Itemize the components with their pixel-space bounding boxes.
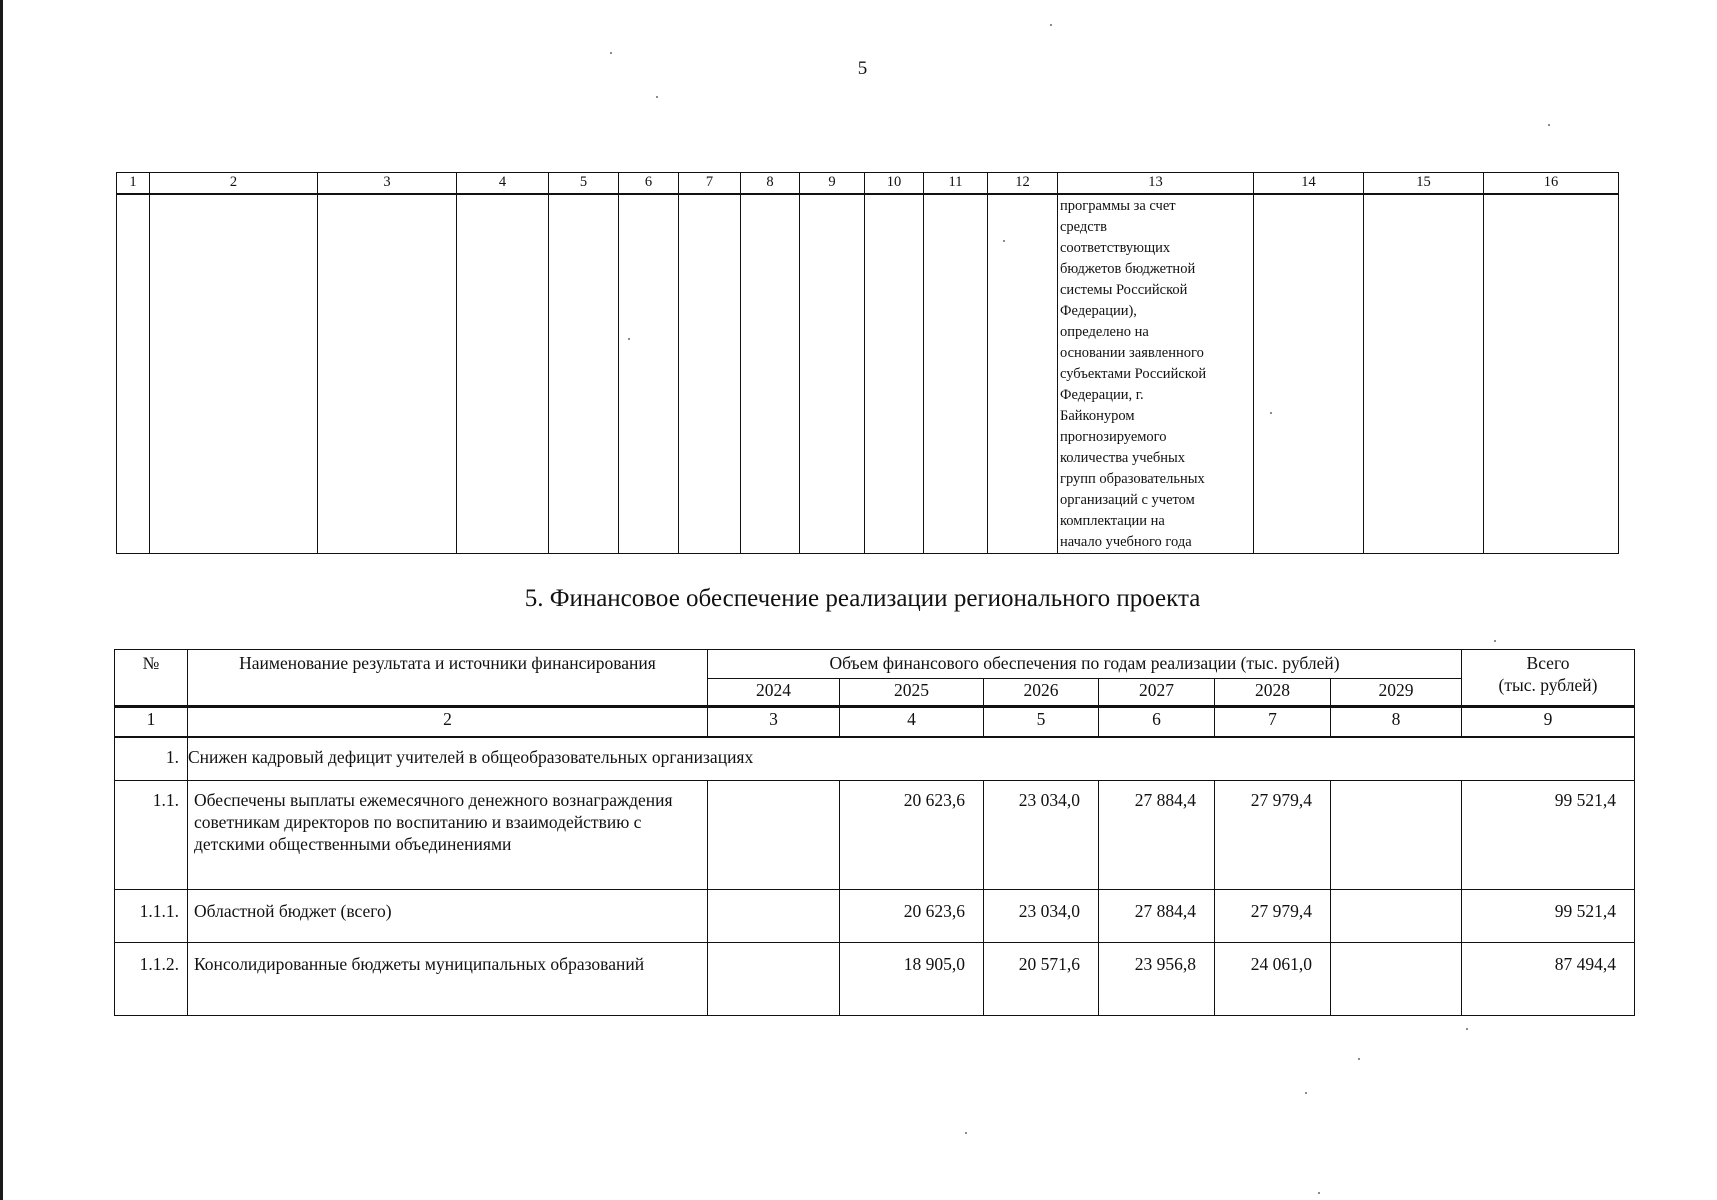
scan-speck <box>1358 1058 1360 1060</box>
finance-table <box>114 649 1635 1016</box>
row-value <box>1331 943 1462 1016</box>
continuation-table <box>116 172 1619 554</box>
row-total: 99 521,4 <box>1462 890 1635 943</box>
table-row <box>115 781 1635 890</box>
row-total: 87 494,4 <box>1462 943 1635 1016</box>
col13-line: основании заявленного <box>1060 345 1204 361</box>
col-header: 12 <box>988 173 1058 195</box>
col13-line: комплектации на <box>1060 513 1165 529</box>
year-header: 2028 <box>1215 679 1331 707</box>
page-number: 5 <box>857 58 868 79</box>
row-value: 27 979,4 <box>1215 890 1331 943</box>
row-value: 18 905,0 <box>840 943 984 1016</box>
row-code: 1.1. <box>115 781 188 890</box>
row-value: 23 956,8 <box>1099 943 1215 1016</box>
finance-header-row-1 <box>115 650 1635 679</box>
section-text: Снижен кадровый дефицит учителей в общеобразовательных организациях <box>188 737 1635 781</box>
row-value: 27 979,4 <box>1215 781 1331 890</box>
row-value <box>708 781 840 890</box>
table-row <box>115 943 1635 1016</box>
scan-speck <box>1050 24 1052 26</box>
column-number: 7 <box>1215 707 1331 738</box>
row-value <box>708 943 840 1016</box>
scan-speck <box>610 52 612 54</box>
header-no: № <box>115 650 188 707</box>
col-header: 6 <box>619 173 679 195</box>
col13-line: начало учебного года <box>1060 534 1192 550</box>
col13-line: Федерации), <box>1060 303 1137 319</box>
col13-text-cell <box>1058 194 1254 554</box>
col-header: 4 <box>457 173 549 195</box>
row-total: 99 521,4 <box>1462 781 1635 890</box>
col-header: 1 <box>117 173 150 195</box>
column-number: 2 <box>188 707 708 738</box>
scan-speck <box>1318 1192 1320 1194</box>
row-code: 1.1.1. <box>115 890 188 943</box>
col13-line: количества учебных <box>1060 450 1186 466</box>
header-volume: Объем финансового обеспечения по годам реализации (тыс. рублей) <box>708 650 1462 679</box>
empty-cell <box>924 194 988 554</box>
column-number: 6 <box>1099 707 1215 738</box>
scan-speck <box>965 1132 967 1134</box>
col13-line: Байконуром <box>1060 408 1135 424</box>
empty-cell <box>1484 194 1619 554</box>
continuation-header-row <box>117 173 1619 195</box>
header-name: Наименование результата и источники финансирования <box>188 650 708 707</box>
section-title: 5. Финансовое обеспечение реализации регионального проекта <box>524 585 1201 612</box>
col-header: 16 <box>1484 173 1619 195</box>
scan-speck <box>1494 640 1496 642</box>
row-value: 23 034,0 <box>984 890 1099 943</box>
column-number: 9 <box>1462 707 1635 738</box>
column-number: 4 <box>840 707 984 738</box>
row-name: Областной бюджет (всего) <box>188 890 708 943</box>
col13-line: соответствующих <box>1060 240 1171 256</box>
col13-line: средств <box>1060 219 1107 235</box>
col-header: 11 <box>924 173 988 195</box>
column-number: 5 <box>984 707 1099 738</box>
year-header: 2025 <box>840 679 984 707</box>
col-header: 3 <box>318 173 457 195</box>
column-number: 3 <box>708 707 840 738</box>
empty-cell <box>150 194 318 554</box>
empty-cell <box>800 194 865 554</box>
scan-speck <box>1548 124 1550 126</box>
column-number: 8 <box>1331 707 1462 738</box>
empty-cell <box>988 194 1058 554</box>
col-header: 15 <box>1364 173 1484 195</box>
scan-speck <box>1466 1028 1468 1030</box>
row-value <box>708 890 840 943</box>
row-value: 20 623,6 <box>840 890 984 943</box>
col13-line: определено на <box>1060 324 1149 340</box>
header-total: Всего (тыс. рублей) <box>1462 650 1635 707</box>
column-number-row <box>115 707 1635 738</box>
col13-line: организаций с учетом <box>1060 492 1195 508</box>
empty-cell <box>865 194 924 554</box>
col-header: 10 <box>865 173 924 195</box>
row-value: 23 034,0 <box>984 781 1099 890</box>
col-header: 5 <box>549 173 619 195</box>
row-name: Обеспечены выплаты ежемесячного денежного вознаграждения советникам директоров по воспитанию и взаимодействию с детскими общественными объединениями <box>188 781 708 890</box>
row-value <box>1331 890 1462 943</box>
col-header: 2 <box>150 173 318 195</box>
table-row <box>115 890 1635 943</box>
row-value: 20 623,6 <box>840 781 984 890</box>
continuation-body-row <box>117 194 1619 554</box>
row-value: 24 061,0 <box>1215 943 1331 1016</box>
col13-line: групп образовательных <box>1060 471 1205 487</box>
scan-speck <box>656 96 658 98</box>
col-header: 7 <box>679 173 741 195</box>
col-header: 8 <box>741 173 800 195</box>
empty-cell <box>318 194 457 554</box>
row-value: 20 571,6 <box>984 943 1099 1016</box>
col13-line: бюджетов бюджетной <box>1060 261 1196 277</box>
scan-speck <box>628 338 630 340</box>
col13-line: системы Российской <box>1060 282 1188 298</box>
year-header: 2024 <box>708 679 840 707</box>
empty-cell <box>457 194 549 554</box>
row-value: 27 884,4 <box>1099 781 1215 890</box>
col13-line: прогнозируемого <box>1060 429 1167 445</box>
scan-speck <box>1305 1092 1307 1094</box>
row-value: 27 884,4 <box>1099 890 1215 943</box>
col-header: 9 <box>800 173 865 195</box>
empty-cell <box>1364 194 1484 554</box>
empty-cell <box>741 194 800 554</box>
year-header: 2027 <box>1099 679 1215 707</box>
column-number: 1 <box>115 707 188 738</box>
scan-speck <box>1003 240 1005 242</box>
section-code: 1. <box>115 737 188 781</box>
col13-line: субъектами Российской <box>1060 366 1207 382</box>
empty-cell <box>1254 194 1364 554</box>
col-header: 14 <box>1254 173 1364 195</box>
col13-line: Федерации, г. <box>1060 387 1144 403</box>
empty-cell <box>549 194 619 554</box>
year-header: 2029 <box>1331 679 1462 707</box>
empty-cell <box>679 194 741 554</box>
row-name: Консолидированные бюджеты муниципальных образований <box>188 943 708 1016</box>
empty-cell <box>117 194 150 554</box>
row-value <box>1331 781 1462 890</box>
col-header: 13 <box>1058 173 1254 195</box>
row-code: 1.1.2. <box>115 943 188 1016</box>
col13-line: программы за счет <box>1060 198 1176 214</box>
section-row <box>115 737 1635 781</box>
scan-speck <box>1270 412 1272 414</box>
year-header: 2026 <box>984 679 1099 707</box>
empty-cell <box>619 194 679 554</box>
